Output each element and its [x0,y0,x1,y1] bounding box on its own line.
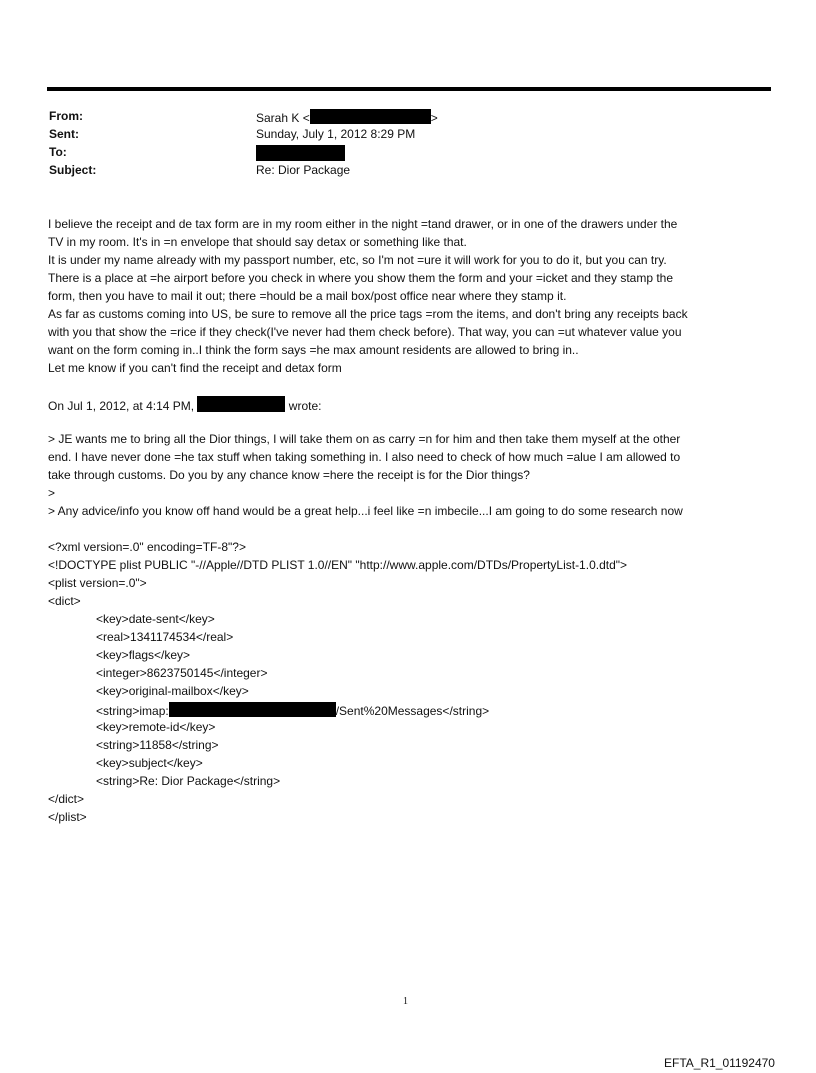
body-line: form, then you have to mail it out; there =hould be a mail box/post office near where they stamp it. [48,289,567,303]
sent-value: Sunday, July 1, 2012 8:29 PM [256,127,416,141]
body-line: want on the form coming in..I think the form says =he max amount residents are allowed to bring in.. [48,343,579,357]
sent-label: Sent: [49,127,79,141]
redaction-box [310,109,431,124]
plist-entry: <string>11858</string> [96,738,219,752]
body-line: There is a place at =he airport before you check in where you show them the form and your =icket and they stamp the [48,271,674,285]
body-line: Let me know if you can't find the receipt and detax form [48,361,342,375]
body-line: TV in my room. It's in =n envelope that should say detax or something like that. [48,235,467,249]
subject-value: Re: Dior Package [256,163,351,177]
plist-entry: <key>flags</key> [96,648,191,662]
quoted-line: > Any advice/info you know off hand would be a great help...i feel like =n imbecile...I am going to do some research now [48,504,683,518]
to-value [256,145,345,163]
subject-label: Subject: [49,163,97,177]
page-number: 1 [403,996,408,1007]
imap-prefix: <string>imap: [96,704,169,718]
quote-intro [48,396,321,414]
quoted-line: take through customs. Do you by any chance know =here the receipt is for the Dior things? [48,468,530,482]
quote-intro-wrote: wrote: [288,399,322,413]
quoted-line: end. I have never done =he tax stuff when taking something in. I also need to check of how much =alue I am allowed to [48,450,681,464]
imap-suffix: /Sent%20Messages</string> [335,704,490,718]
quoted-line: > [48,486,56,500]
body-line: with you that show the =rice if they check(I've never had them check before). That way, you can =ut whatever value you [48,325,682,339]
redaction-box [197,396,285,412]
plist-entry [96,702,489,719]
body-line: It is under my name already with my passport number, etc, so I'm not =ure it will work for you to do it, but you can try. [48,253,667,267]
body-line: As far as customs coming into US, be sure to remove all the price tags =rom the items, and don't bring any receipts back [48,307,688,321]
plist-entry: <key>original-mailbox</key> [96,684,249,698]
document-id: EFTA_R1_01192470 [664,1056,775,1070]
plist-entry: <real>1341174534</real> [96,630,234,644]
from-name: Sarah K < [256,111,310,125]
body-line: I believe the receipt and de tax form are in my room either in the night =tand drawer, or in one of the drawers under the [48,217,678,231]
from-bracket-close: > [430,111,438,125]
plist-line: <dict> [48,594,81,608]
plist-line: </plist> [48,810,87,824]
plist-entry: <key>date-sent</key> [96,612,215,626]
plist-line: <!DOCTYPE plist PUBLIC "-//Apple//DTD PLIST 1.0//EN" "http://www.apple.com/DTDs/PropertyList-1.0.dtd"> [48,558,628,572]
plist-line: <?xml version=.0" encoding=TF-8"?> [48,540,246,554]
plist-entry: <key>subject</key> [96,756,203,770]
quoted-line: > JE wants me to bring all the Dior things, I will take them on as carry =n for him and then take them myself at the other [48,432,681,446]
quote-intro-text: On Jul 1, 2012, at 4:14 PM, [48,399,195,413]
redaction-box [169,702,336,717]
from-value [256,109,438,126]
plist-entry: <string>Re: Dior Package</string> [96,774,281,788]
to-label: To: [49,145,67,159]
plist-line: </dict> [48,792,85,806]
plist-line: <plist version=.0"> [48,576,147,590]
header-rule [47,87,771,91]
plist-entry: <integer>8623750145</integer> [96,666,268,680]
plist-entry: <key>remote-id</key> [96,720,216,734]
from-label: From: [49,109,83,123]
redaction-box [256,145,345,161]
